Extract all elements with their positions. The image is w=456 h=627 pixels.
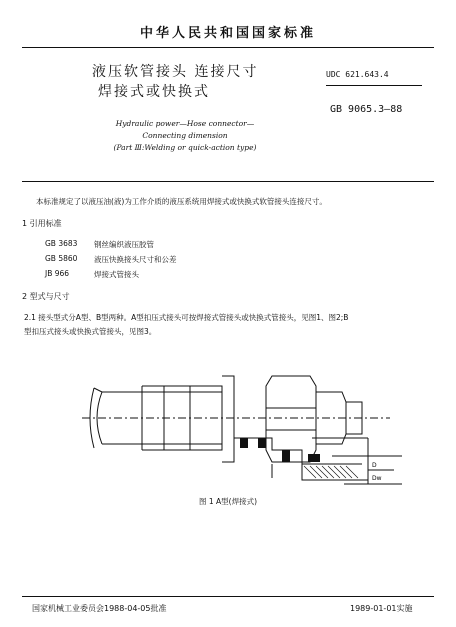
implementation-date: 1989-01-01实施 bbox=[350, 604, 413, 613]
title-en-line3: (Part Ⅲ:Welding or quick-action type) bbox=[113, 143, 257, 152]
dim-label-d: D bbox=[372, 462, 377, 469]
udc-rule bbox=[326, 85, 422, 86]
ref-name-1: 钢丝编织液压胶管 bbox=[94, 240, 154, 249]
ref-name-3: 焊接式管接头 bbox=[94, 270, 139, 279]
header-rule bbox=[22, 47, 434, 48]
standard-title: 中华人民共和国国家标准 bbox=[139, 26, 316, 41]
dim-label-dw: Dw bbox=[372, 475, 382, 482]
document-title-en bbox=[80, 118, 290, 154]
section1-heading: 1 引用标准 bbox=[22, 219, 62, 228]
title-en-line1: Hydraulic power—Hose connector— bbox=[115, 119, 255, 128]
gb-number: GB 9065.3—88 bbox=[330, 104, 403, 115]
title-rule bbox=[22, 181, 434, 182]
section2-para-line2: 型扣压式接头或快换式管接头，见图3。 bbox=[24, 327, 157, 336]
ref-code-1: GB 3683 bbox=[45, 239, 78, 248]
approval-date: 国家机械工业委员会1988-04-05批准 bbox=[32, 604, 167, 613]
udc-number: UDC 621.643.4 bbox=[326, 70, 389, 79]
title-en-line2: Connecting dimension bbox=[142, 131, 228, 140]
ref-name-2: 液压快换接头尺寸和公差 bbox=[94, 255, 177, 264]
hose-connector-drawing bbox=[72, 352, 402, 492]
document-title-cn bbox=[92, 62, 258, 102]
ref-code-2: GB 5860 bbox=[45, 254, 78, 263]
figure-caption: 图 1 A型(焊接式) bbox=[198, 497, 258, 506]
intro-paragraph: 本标准规定了以液压油(液)为工作介质的液压系统用焊接式或快换式软管接头连接尺寸。 bbox=[36, 197, 327, 206]
title-cn-line2: 焊接式或快换式 bbox=[98, 84, 210, 100]
section2-para-line1: 2.1 接头型式分A型、B型两种。A型扣压式接头可按焊接式管接头或快换式管接头，见图1、图2;B bbox=[24, 313, 349, 322]
hose-connector-figure bbox=[72, 352, 402, 492]
ref-code-3: JB 966 bbox=[45, 269, 70, 278]
section2-heading: 2 型式与尺寸 bbox=[22, 292, 70, 301]
footer-rule bbox=[22, 596, 434, 597]
title-cn-line1: 液压软管接头 连接尺寸 bbox=[92, 64, 259, 80]
